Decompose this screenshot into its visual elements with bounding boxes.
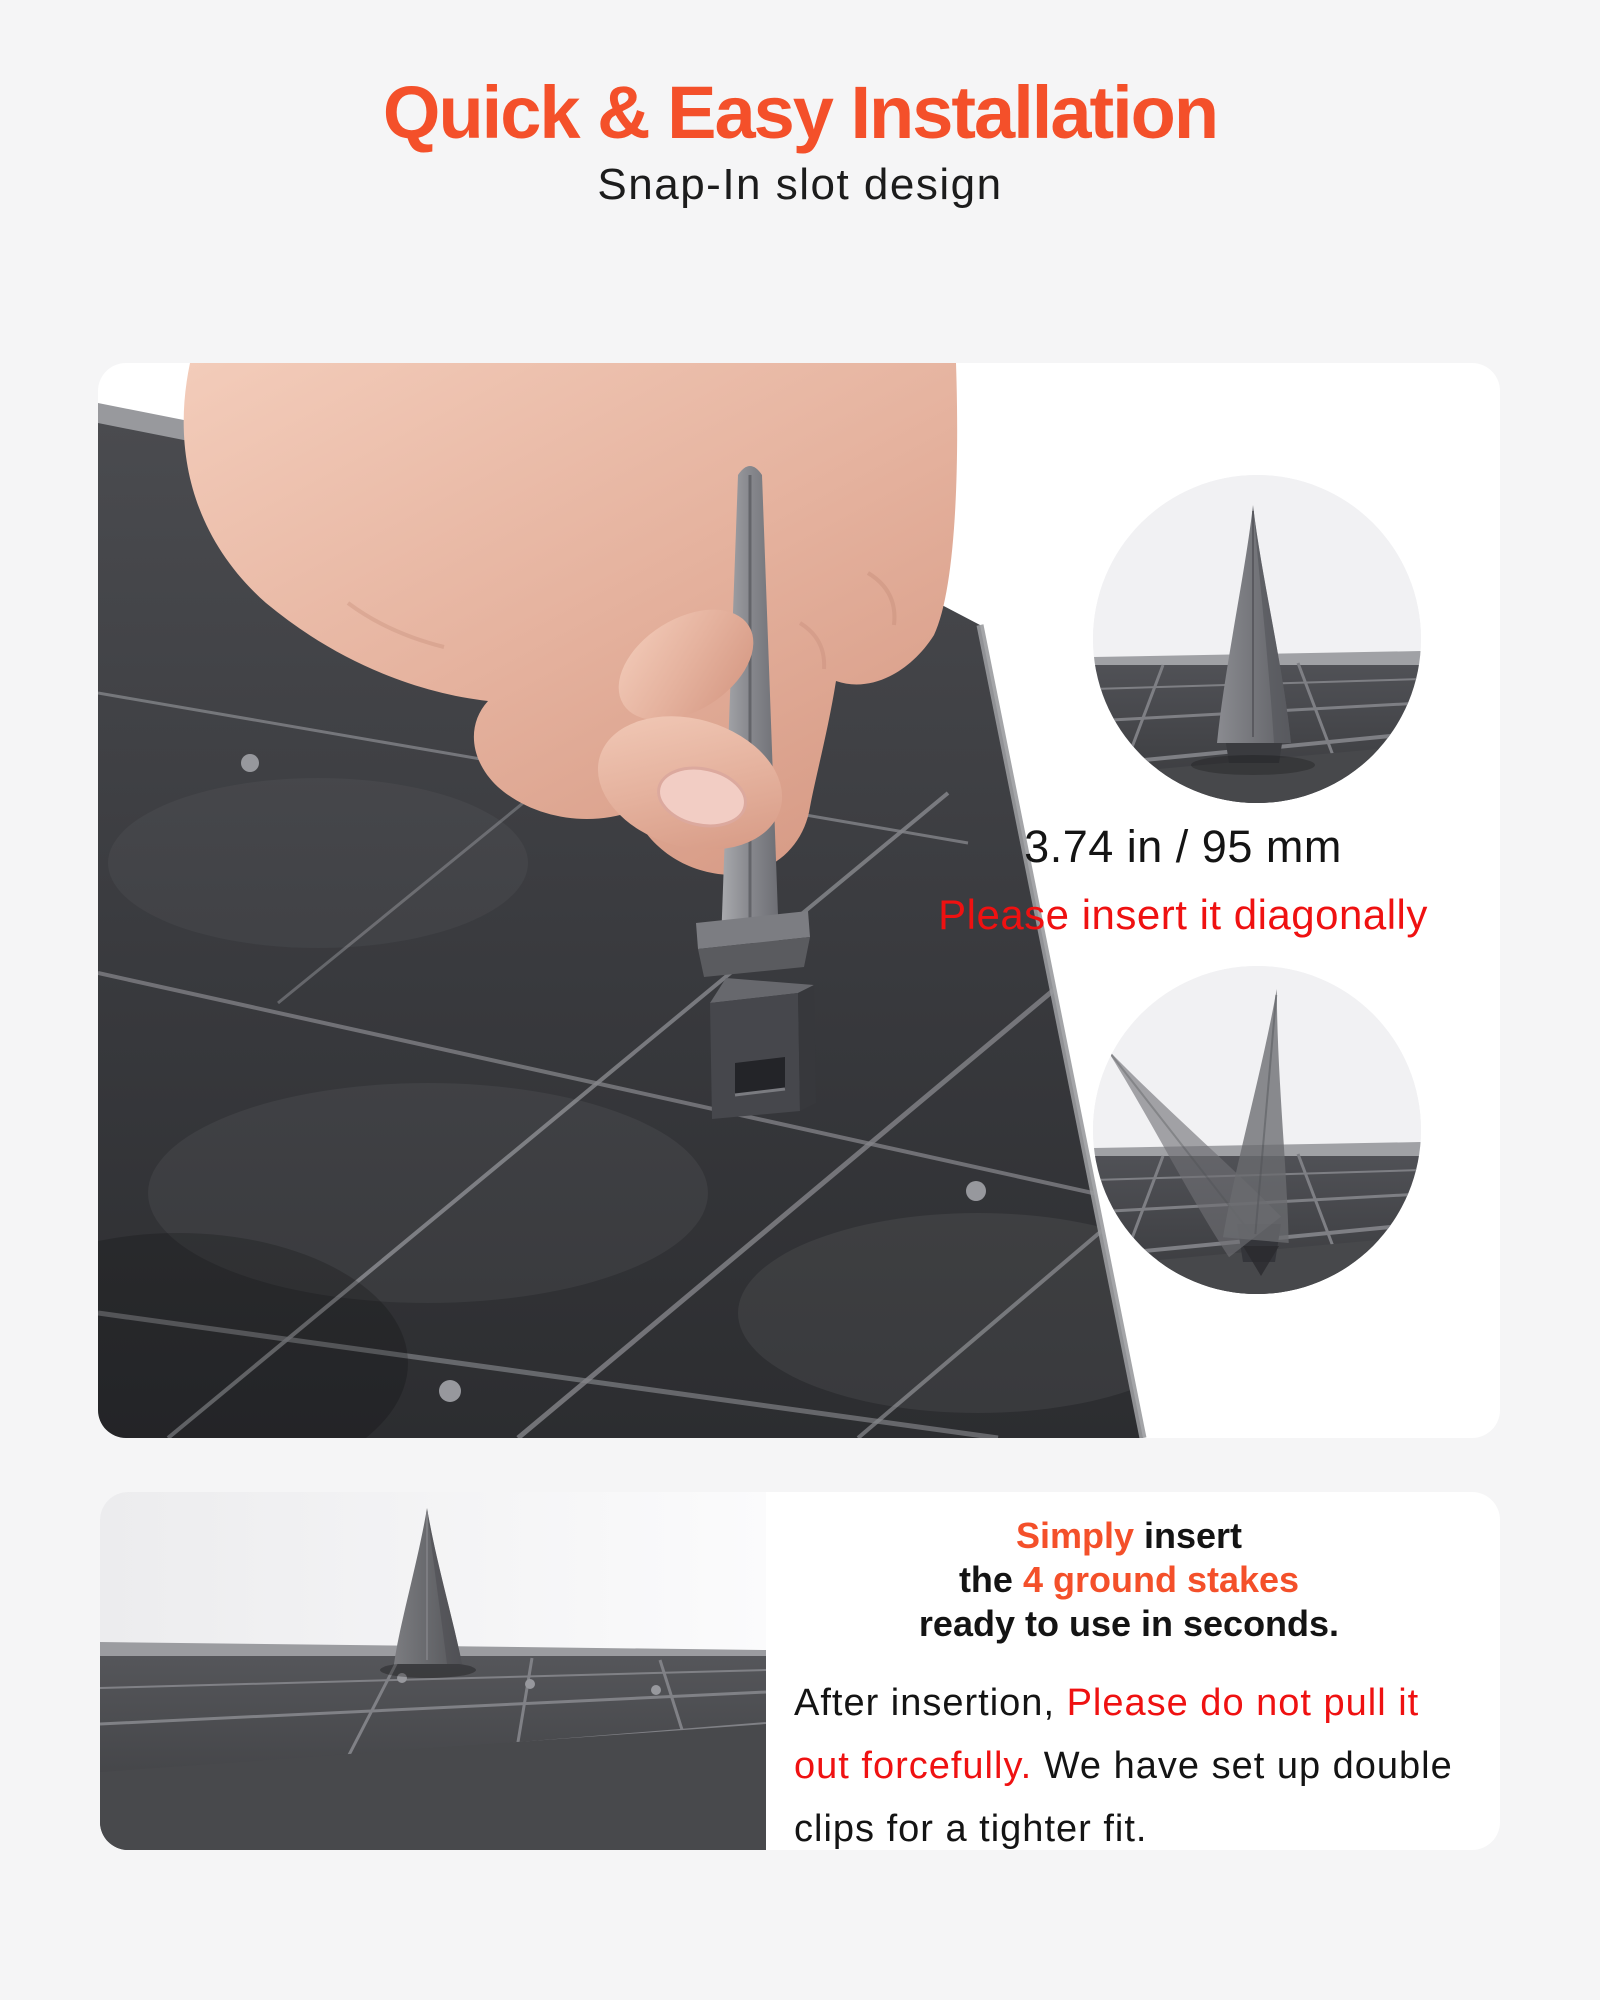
stake-upright-illustration — [1093, 475, 1421, 803]
stake-diagonal-illustration — [1093, 966, 1421, 1294]
headline-simply: Simply — [1015, 1515, 1144, 1556]
installation-photo-card — [98, 363, 1500, 1438]
after-insertion-note — [794, 1672, 1453, 1850]
stake-in-panel-photo — [100, 1492, 766, 1850]
page-title: Quick & Easy Installation — [382, 71, 1218, 154]
usage-note-card — [100, 1492, 1500, 1850]
note-line-3: clips for a tighter fit. — [794, 1808, 1148, 1850]
snap-in-socket — [710, 978, 816, 1119]
headline-ground-stakes: 4 ground stakes — [1022, 1559, 1300, 1600]
page-subtitle: Snap-In slot design — [597, 160, 1003, 209]
note-after-insertion: After insertion, — [794, 1682, 1067, 1724]
note-line-1 — [794, 1672, 1453, 1735]
headline-line-3: ready to use in seconds. — [918, 1603, 1340, 1644]
diagonal-insert-warning: Please insert it diagonally — [938, 891, 1428, 938]
note-line-2 — [794, 1735, 1453, 1798]
note-do-not-pull-2: out forcefully. — [794, 1745, 1044, 1787]
stake-upright-inset — [1093, 475, 1421, 803]
note-do-not-pull-1: Please do not pull it — [1066, 1682, 1420, 1724]
headline-the: the — [958, 1559, 1023, 1600]
stake-diagonal-inset — [1093, 966, 1421, 1294]
stake-length-label: 3.74 in / 95 mm — [1024, 821, 1342, 872]
headline-insert: insert — [1144, 1515, 1243, 1556]
note-double-clips-1: We have set up double — [1043, 1745, 1453, 1787]
headline-line-1 — [766, 1514, 1492, 1558]
bottom-headline — [766, 1514, 1492, 1646]
headline-line-2 — [766, 1558, 1492, 1602]
